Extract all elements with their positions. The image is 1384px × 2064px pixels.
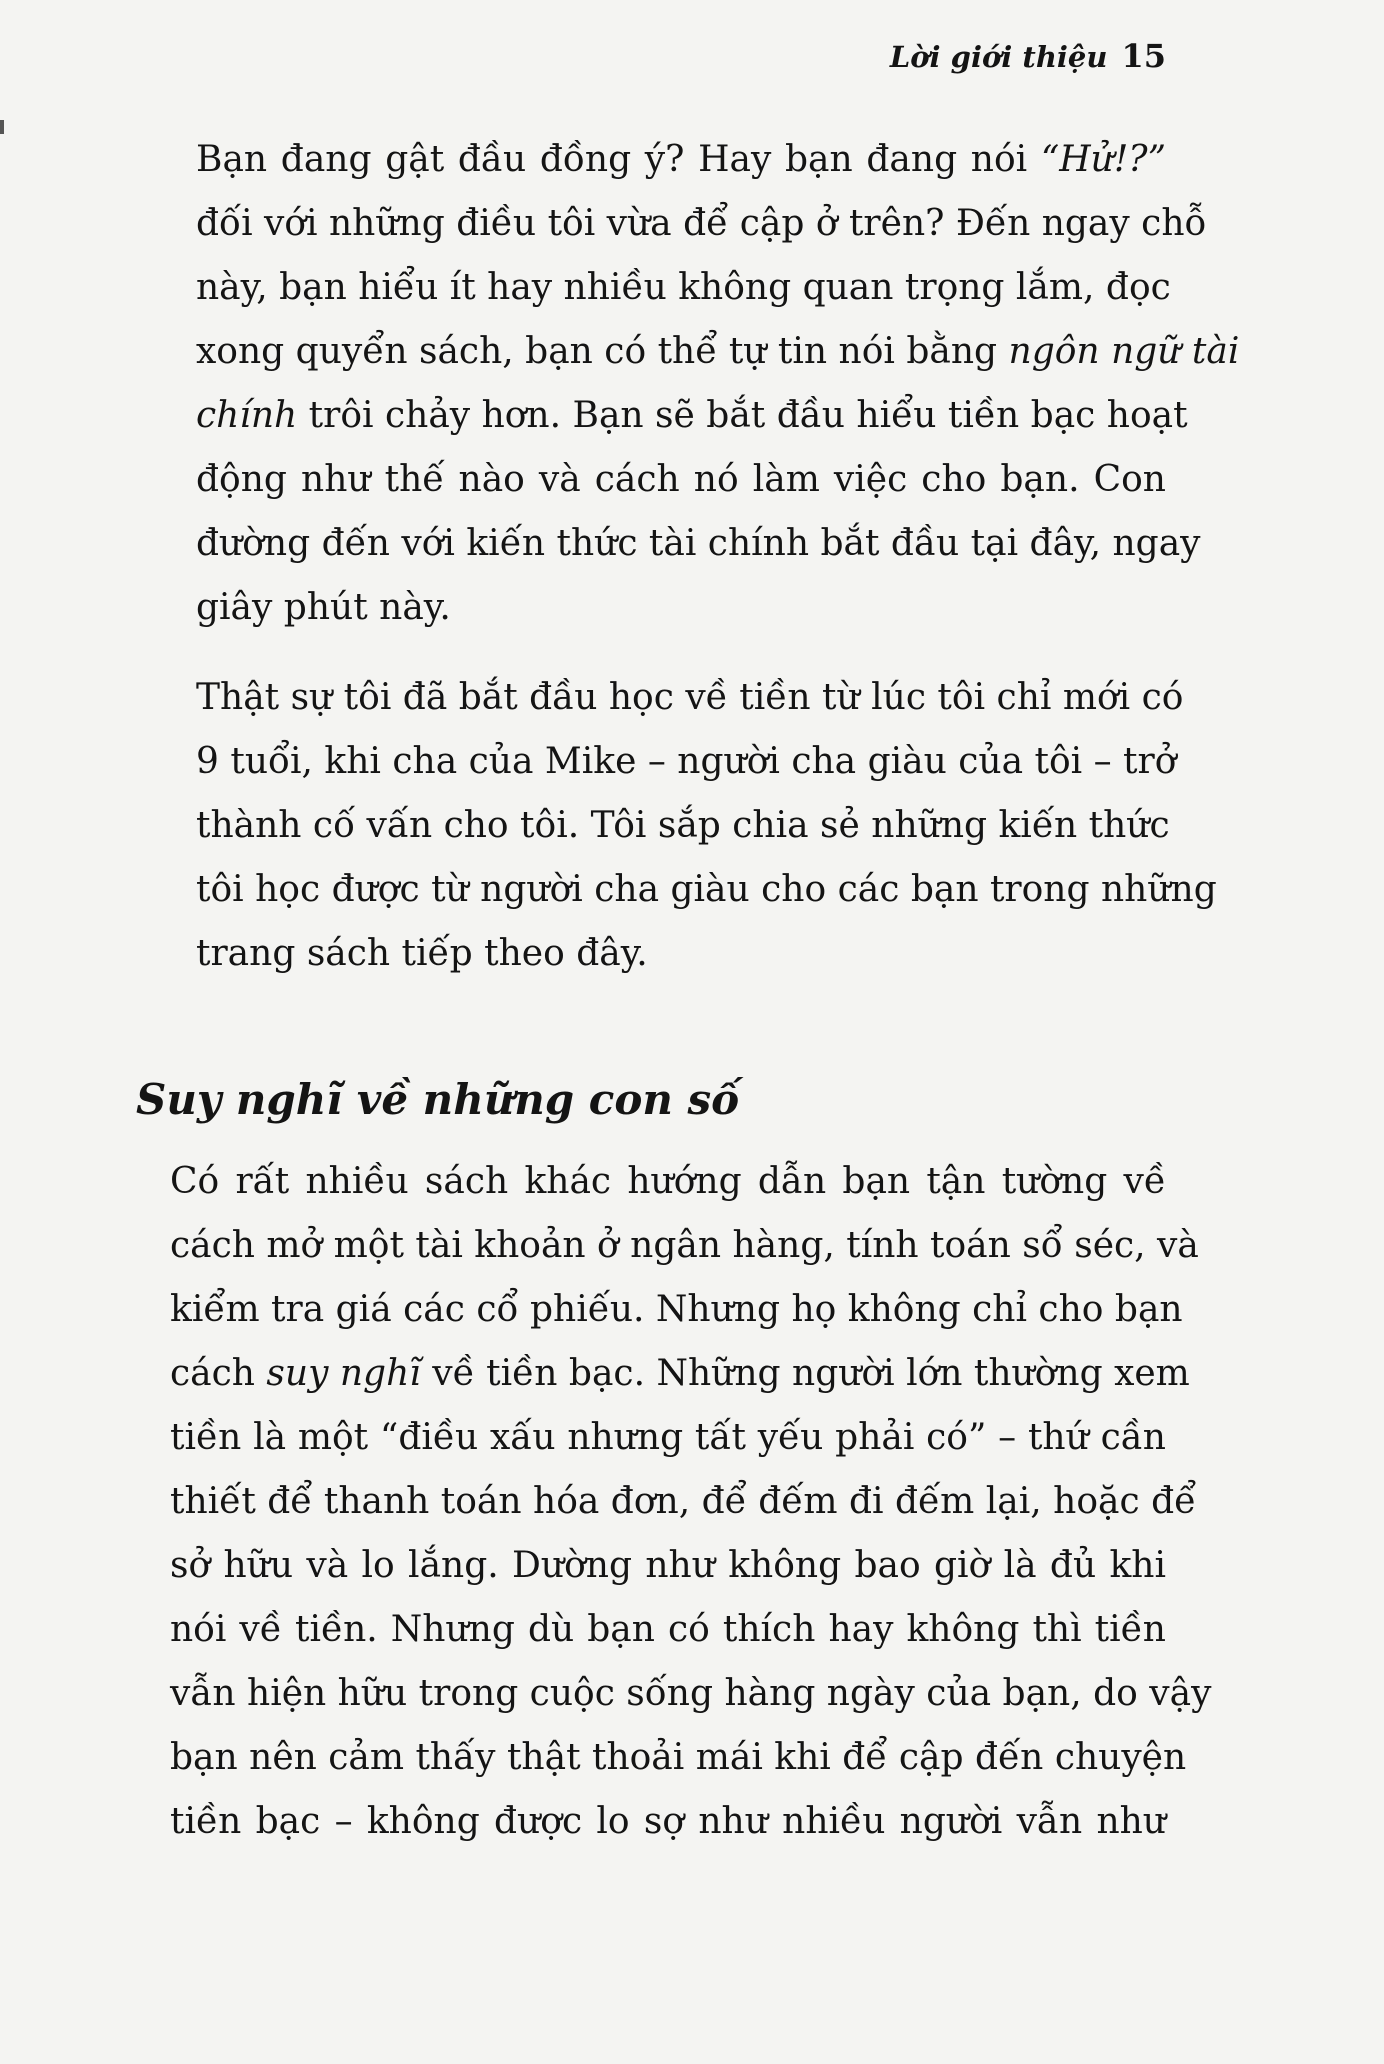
emphasis: suy nghĩ	[266, 1353, 421, 1394]
text-line: 9 tuổi, khi cha của Mike – người cha giàu của tôi – trở	[196, 741, 1177, 782]
emphasis: “Hử!?”	[1040, 139, 1166, 180]
text-line: cách suy nghĩ về tiền bạc. Những người lớn thường xem	[170, 1353, 1190, 1394]
text-line: bạn nên cảm thấy thật thoải mái khi để cập đến chuyện	[170, 1737, 1187, 1778]
page-number: 15	[1121, 37, 1166, 75]
text-line: Có rất nhiều sách khác hướng dẫn bạn tận tường về	[170, 1161, 1166, 1202]
text-line: chính trôi chảy hơn. Bạn sẽ bắt đầu hiểu tiền bạc hoạt	[196, 395, 1188, 436]
text-line: tôi học được từ người cha giàu cho các bạn trong những	[196, 869, 1217, 910]
text-line: Thật sự tôi đã bắt đầu học về tiền từ lúc tôi chỉ mới có	[196, 677, 1184, 718]
section-heading: Suy nghĩ về những con số	[136, 1075, 740, 1124]
text-line: này, bạn hiểu ít hay nhiều không quan trọng lắm, đọc	[196, 267, 1171, 308]
text-line: cách mở một tài khoản ở ngân hàng, tính toán sổ séc, và	[170, 1225, 1199, 1266]
text-line: sở hữu và lo lắng. Dường như không bao giờ là đủ khi	[170, 1545, 1166, 1586]
chapter-title: Lời giới thiệu	[889, 40, 1108, 74]
text-line: trang sách tiếp theo đây.	[196, 933, 648, 974]
text-line: thiết để thanh toán hóa đơn, để đếm đi đếm lại, hoặc để	[170, 1481, 1197, 1522]
emphasis: ngôn ngữ tài	[1008, 331, 1240, 372]
text-line: tiền là một “điều xấu nhưng tất yếu phải có” – thứ cần	[170, 1417, 1166, 1458]
text-line: xong quyển sách, bạn có thể tự tin nói bằng ngôn ngữ tài	[196, 331, 1240, 372]
text-line: kiểm tra giá các cổ phiếu. Nhưng họ không chỉ cho bạn	[170, 1289, 1183, 1330]
text-line: động như thế nào và cách nó làm việc cho bạn. Con	[196, 459, 1166, 500]
text-line: đối với những điều tôi vừa để cập ở trên? Đến ngay chỗ	[196, 203, 1207, 244]
text-line: giây phút này.	[196, 587, 451, 628]
text-line: Bạn đang gật đầu đồng ý? Hay bạn đang nói “Hử!?”	[196, 139, 1166, 180]
emphasis: chính	[196, 395, 298, 436]
text-line: vẫn hiện hữu trong cuộc sống hàng ngày của bạn, do vậy	[170, 1673, 1212, 1714]
text-line: đường đến với kiến thức tài chính bắt đầu tại đây, ngay	[196, 523, 1201, 564]
text-line: nói về tiền. Nhưng dù bạn có thích hay không thì tiền	[170, 1609, 1166, 1650]
text-line: tiền bạc – không được lo sợ như nhiều người vẫn như	[170, 1801, 1166, 1842]
paragraph-3	[136, 1150, 1212, 1854]
text-line: thành cố vấn cho tôi. Tôi sắp chia sẻ những kiến thức	[196, 805, 1170, 846]
text-column	[136, 128, 1240, 1854]
paragraph-1	[136, 128, 1240, 640]
paragraph-2	[136, 666, 1217, 986]
page-edge-mark	[0, 120, 4, 134]
running-header	[890, 30, 1166, 83]
